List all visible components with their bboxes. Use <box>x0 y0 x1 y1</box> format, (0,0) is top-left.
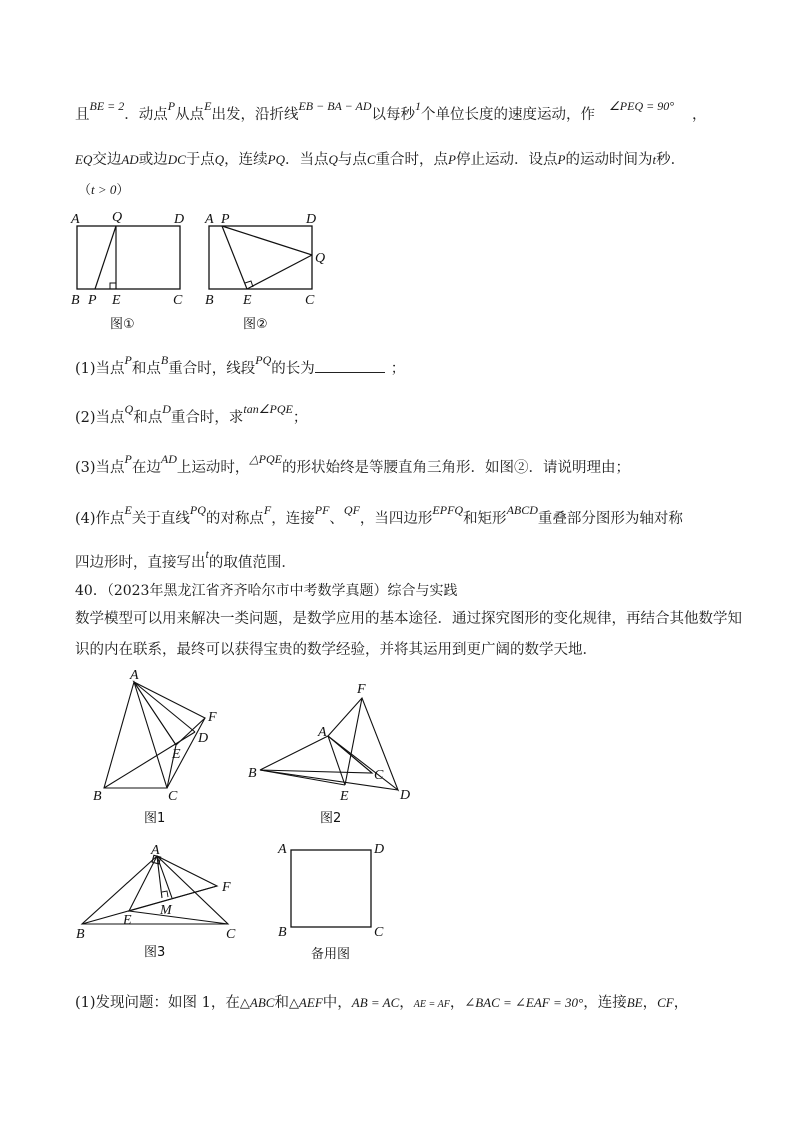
problem-40-header: 40．（2023年黑龙江省齐齐哈尔市中考数学真题）综合与实践 <box>75 583 458 599</box>
fig1-label-P: P <box>88 293 97 308</box>
question-3: (3)当点$^P$在边$^{AD}$上运动时，$^{\triangle PQE}$的形状始终是等腰直角三角形．如图②．请说明理由； <box>75 452 630 476</box>
b-fig2-label-F: F <box>357 682 366 697</box>
b-fig3-label-A: A <box>151 843 160 858</box>
problem-40-para-2: 识的内在联系，最终可以获得宝贵的数学经验，并将其运用到更广阔的数学天地． <box>75 642 597 658</box>
fig2-label-D: D <box>306 212 317 227</box>
b-fig1-label-B: B <box>93 789 102 804</box>
bottom-figures <box>76 660 440 965</box>
top-figures <box>65 205 345 335</box>
fig1-label-E: E <box>112 293 121 308</box>
b-fig1-label-E: E <box>172 747 181 762</box>
fig2-label-Q: Q <box>315 251 326 266</box>
b-fig2-label-C: C <box>374 768 384 783</box>
fig2-label-E: E <box>243 293 252 308</box>
b-fig2-label-E: E <box>340 789 349 804</box>
fig2-label-C: C <box>305 293 315 308</box>
problem-40-para-1: 数学模型可以用来解决一类问题，是数学应用的基本途径．通过探究图形的变化规律，再结合其他数学知 <box>75 611 742 627</box>
fig2-label-P: P <box>221 212 230 227</box>
b-fig1-label-C: C <box>168 789 178 804</box>
fig2-caption: 图② <box>243 317 268 332</box>
fig1-label-Q: Q <box>112 210 123 225</box>
fig1-label-C: C <box>173 293 183 308</box>
b-fig2-caption: 图2 <box>320 811 342 826</box>
answer-blank <box>315 358 385 373</box>
b-fig2-label-B: B <box>248 766 257 781</box>
b-fig1-label-F: F <box>208 710 217 725</box>
b-fig3-caption: 图3 <box>144 945 166 960</box>
b-fig4-caption: 备用图 <box>311 947 351 962</box>
fig1-label-B: B <box>71 293 80 308</box>
intro-line-1: 且$^{BE = 2}$．动点$^P$从点$^E$出发，沿折线$^{EB - BA - AD}$以每秒$^1$个单位长度的速度运动，作$^{\angle PEQ = 90^\circ}$， <box>75 99 707 123</box>
problem-40-question-1: (1)发现问题：如图 1，在△ABC和△AEF中，AB = AC，AE = AF，∠BAC = ∠EAF = 30°，连接BE，CF， <box>75 995 689 1011</box>
b-fig3-label-C: C <box>226 927 236 942</box>
b-fig2-label-A: A <box>318 725 327 740</box>
b-fig1-caption: 图1 <box>144 811 166 826</box>
b-fig3-label-M: M <box>160 903 172 918</box>
figure-1 <box>70 210 184 332</box>
b-fig4-label-B: B <box>278 925 287 940</box>
question-1: (1)当点$^P$和点$^B$重合时，线段$^{PQ}$的长为 ； <box>75 353 406 377</box>
b-fig1-label-A: A <box>130 668 139 683</box>
b-fig3-label-E: E <box>123 913 132 928</box>
figure-3-triangles <box>82 855 228 924</box>
b-fig4-label-C: C <box>374 925 384 940</box>
fig1-caption: 图① <box>110 317 135 332</box>
fig1-label-A: A <box>71 212 80 227</box>
fig1-label-D: D <box>174 212 185 227</box>
fig2-label-A: A <box>205 212 214 227</box>
question-4-line-2: 四边形时，直接写出$^t$的取值范围． <box>75 547 296 571</box>
b-fig4-label-A: A <box>278 842 287 857</box>
spare-square <box>291 850 371 927</box>
question-4-line-1: (4)作点$^E$关于直线$^{PQ}$的对称点$^F$，连接$^{PF}$、$^{QF}$，当四边形$^{EPFQ}$和矩形$^{ABCD}$重叠部分图形为轴对称 <box>75 503 683 527</box>
b-fig2-label-D: D <box>400 788 411 803</box>
intro-line-2: EQ交边AD或边DC于点Q，连续PQ．当点Q与点C重合时，点P停止运动．设点P的运动时间为t秒． <box>75 152 686 168</box>
question-2: (2)当点$^Q$和点$^D$重合时，求$^{tan\angle PQE}$； <box>75 402 308 426</box>
figure-2 <box>204 212 325 332</box>
b-fig3-label-F: F <box>222 880 231 895</box>
b-fig1-label-D: D <box>198 731 209 746</box>
figure-1-triangles <box>104 682 205 788</box>
b-fig4-label-D: D <box>374 842 385 857</box>
intro-line-3: （t > 0） <box>78 182 130 198</box>
b-fig3-label-B: B <box>76 927 85 942</box>
fig2-label-B: B <box>205 293 214 308</box>
